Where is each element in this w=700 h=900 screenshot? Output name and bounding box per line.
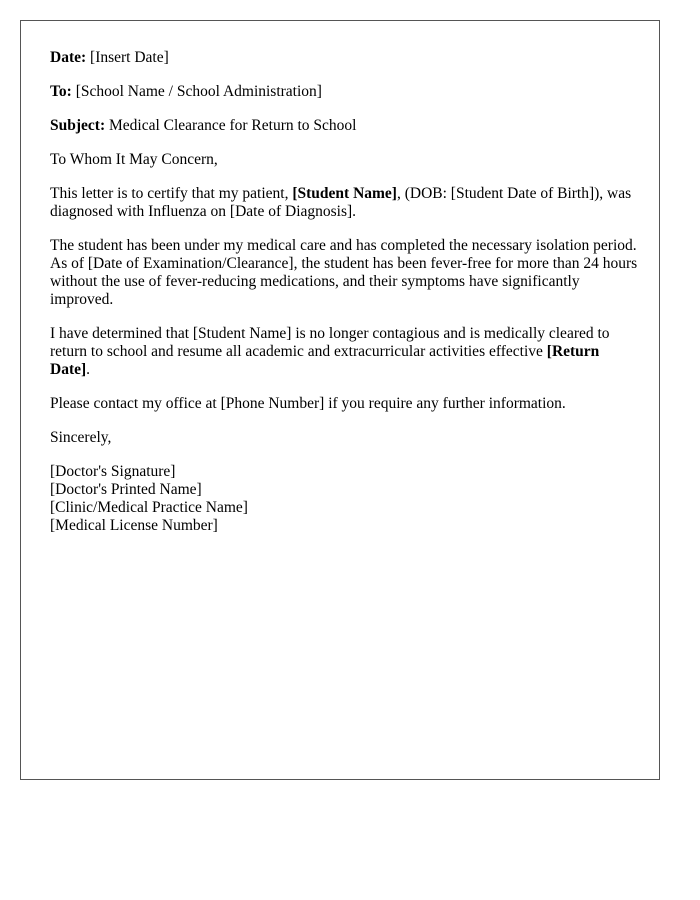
p3-text-end: . — [86, 361, 91, 378]
subject-label: Subject: — [50, 117, 106, 134]
paragraph-medical-care: The student has been under my medical care and has completed the necessary isolation period. As of [Date of Examination/Clearance], the student has been fever-free for more than 24 hours without the use of fever-reducing medications, and their symptoms have significantly improved. — [50, 237, 638, 308]
medical-license-number: [Medical License Number] — [50, 517, 218, 534]
p1-text-end: , (DOB: [Student Date of Birth]), was diagnosed with Influenza on [Date of Diagnosis]. — [50, 185, 632, 220]
p1-student-name: [Student Name] — [292, 185, 397, 202]
salutation: To Whom It May Concern, — [50, 151, 218, 168]
letter-content — [50, 49, 640, 551]
doctor-signature: [Doctor's Signature] — [50, 463, 176, 480]
p1-text-start: This letter is to certify that my patient, — [50, 185, 293, 202]
date-line — [50, 49, 640, 67]
date-label: Date: — [50, 49, 87, 66]
to-value: [School Name / School Administration] — [75, 83, 322, 100]
p3-return-date: [Return Date] — [50, 343, 600, 378]
letter-page — [20, 20, 660, 780]
paragraph-certification — [50, 185, 640, 221]
subject-value: Medical Clearance for Return to School — [108, 117, 357, 134]
signature-block — [50, 463, 640, 535]
to-line — [50, 83, 640, 101]
to-label: To: — [50, 83, 72, 100]
date-value: [Insert Date] — [90, 49, 169, 66]
p3-text-start: I have determined that [Student Name] is no longer contagious and is medically cleared to return to school and resume all academic and extracurricular activities effective — [50, 325, 610, 360]
closing: Sincerely, — [50, 429, 112, 446]
subject-line — [50, 117, 640, 135]
paragraph-clearance — [50, 325, 640, 379]
paragraph-contact: Please contact my office at [Phone Number] if you require any further information. — [50, 395, 566, 412]
clinic-name: [Clinic/Medical Practice Name] — [50, 499, 248, 516]
doctor-printed-name: [Doctor's Printed Name] — [50, 481, 202, 498]
